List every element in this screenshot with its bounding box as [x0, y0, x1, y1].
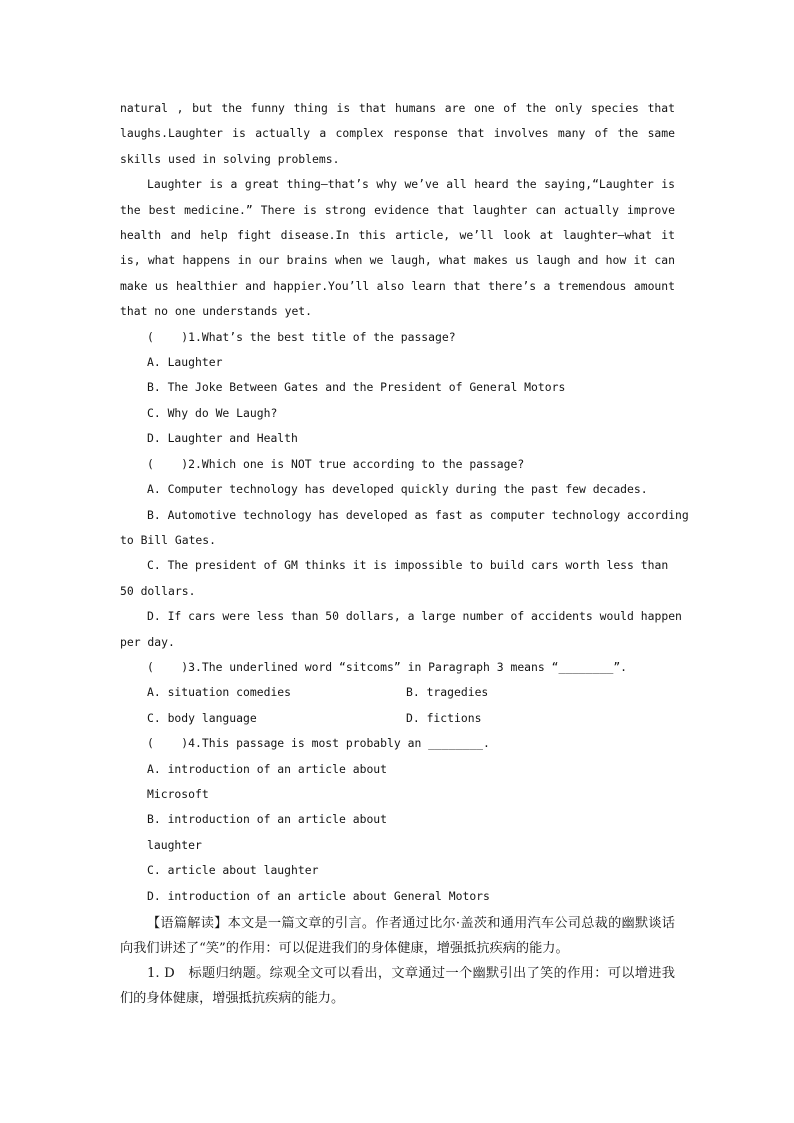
option-b-line2: to Bill Gates. [120, 532, 217, 547]
analysis-text: 本文是一篇文章的引言。作者通过比尔·盖茨和通用汽车公司总裁的幽默谈话向我们讲述了“笑”的作用：可以促进我们的身体健康，增强抵抗疾病的能力。 [120, 916, 675, 956]
question-stem: ( )1.What’s the best title of the passage? [147, 329, 456, 344]
question-1 [120, 325, 675, 452]
option-b-line1: B. Automotive technology has developed as fast as computer technology according [147, 507, 689, 522]
question-2 [120, 452, 689, 655]
options-row-2 [120, 706, 675, 731]
option-b: B. The Joke Between Gates and the President of General Motors [147, 380, 566, 395]
option-a: A. Laughter [147, 355, 223, 370]
option-c-line2: 50 dollars. [120, 583, 196, 598]
options-row-1 [120, 680, 675, 705]
question-3 [120, 655, 675, 731]
question-4 [120, 731, 675, 909]
question-stem: ( )2.Which one is NOT true according to the passage? [147, 456, 525, 471]
answer-1: 1. D 标题归纳题。综观全文可以看出，文章通过一个幽默引出了笑的作用：可以增进我们的身体健康，增强抵抗疾病的能力。 [120, 966, 675, 1006]
document-page [120, 96, 689, 1011]
option-a: A. Computer technology has developed quickly during the past few decades. [147, 482, 648, 497]
option-b-line1: B. introduction of an article about [147, 812, 388, 827]
option-c: C. article about laughter [147, 863, 319, 878]
question-stem: ( )4.This passage is most probably an ________. [147, 736, 490, 751]
option-d-line2: per day. [120, 634, 175, 649]
option-d-line1: D. If cars were less than 50 dollars, a large number of accidents would happen [147, 609, 682, 624]
option-d: D. Laughter and Health [147, 431, 298, 446]
analysis-paragraph [120, 911, 675, 961]
option-c-line1: C. The president of GM thinks it is impossible to build cars worth less than [147, 558, 669, 573]
option-b: B. tragedies [406, 685, 489, 700]
passage-paragraph-2: Laughter is a great thing—that’s why we’ve all heard the saying,“Laughter is the best medicine.” There is strong evidence that laughter can actually improve health and help fight disease.In this article, we’ll look at laughter—what it is, what happens in our brains when we laugh, what makes us laugh and how it can make us healthier and happier.You’ll also learn that there’s a tremendous amount that no one understands yet. [120, 177, 675, 319]
option-a: A. situation comedies [147, 685, 292, 700]
option-c: C. body language [147, 710, 257, 725]
option-d: D. fictions [406, 710, 482, 725]
question-stem: ( )3.The underlined word “sitcoms” in Paragraph 3 means “________”. [147, 659, 628, 674]
option-a-line1: A. introduction of an article about [147, 761, 388, 776]
analysis-heading: 【语篇解读】 [147, 916, 228, 931]
analysis-section [120, 911, 675, 1011]
option-c: C. Why do We Laugh? [147, 405, 278, 420]
option-d: D. introduction of an article about General Motors [147, 888, 490, 903]
option-a-line2: Microsoft [147, 786, 209, 801]
passage-paragraph-1: natural , but the funny thing is that humans are one of the only species that laughs.Laughter is actually a complex response that involves many of the same skills used in solving problems. [120, 101, 675, 166]
option-b-line2: laughter [147, 837, 202, 852]
